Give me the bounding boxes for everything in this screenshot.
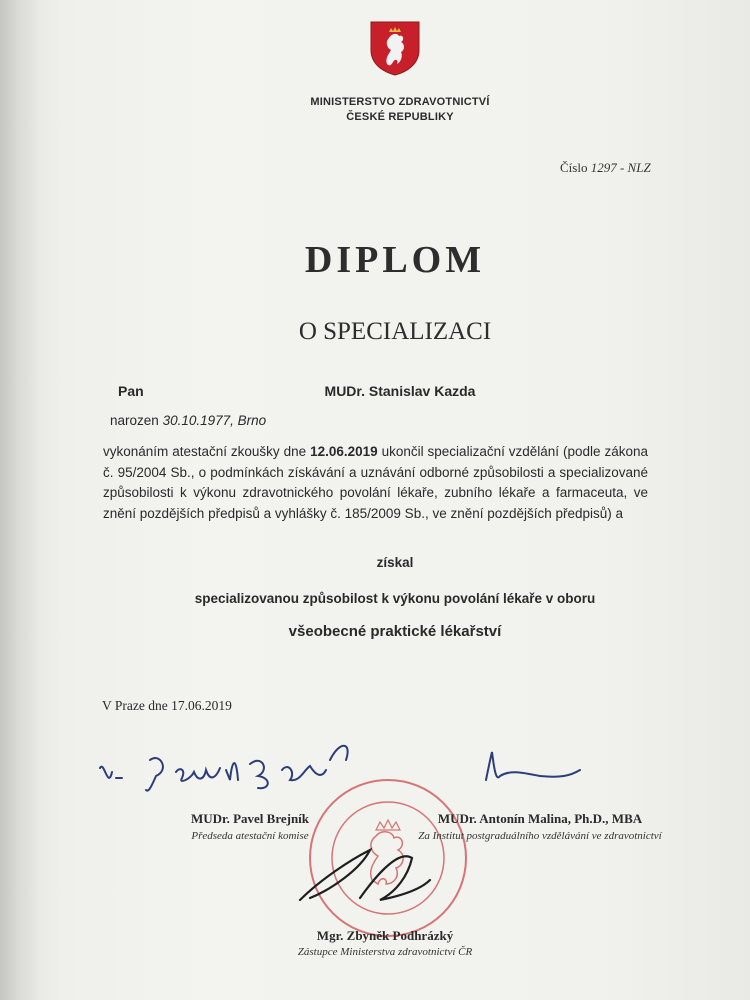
recipient-name: MUDr. Stanislav Kazda [324, 383, 476, 399]
signature-malina [486, 752, 580, 780]
signatory-2-name: MUDr. Antonín Malina, Ph.D., MBA [437, 811, 643, 826]
official-stamp [310, 780, 466, 936]
salutation: Pan [118, 383, 144, 399]
signatory-3-name: Mgr. Zbyněk Podhrázký [316, 928, 454, 943]
place-and-date: V Praze dne 17.06.2019 [102, 698, 232, 713]
signature-brejnik [100, 746, 348, 791]
signatory-3-role: Zástupce Ministerstva zdravotnictví ČR [297, 946, 473, 958]
specialization-field: všeobecné praktické lékařství [288, 623, 502, 640]
birth-label: narozen [110, 413, 159, 428]
diploma-title: DIPLOM [304, 239, 486, 281]
body-text-rest: (podle zákona č. 95/2004 Sb., o podmínkách získávání a uznávání odborné způsobilosti a specializované způsobilosti k výkonu zdravotnického povolání lékaře, zubního lékaře a farmaceuta, ve znění pozdějších předpisů a vyhlášky č. 185/2009 Sb., ve znění pozdějších předpisů) a [103, 444, 648, 521]
signatory-2-role: Za Institut postgraduálního vzdělávání ve zdravotnictví [418, 830, 662, 842]
exam-date: 12.06.2019 [310, 444, 378, 459]
specialization-line: specializovanou způsobilost k výkonu povolání lékaře v oboru [194, 591, 596, 606]
ministry-name-line1: MINISTERSTVO ZDRAVOTNICTVÍ [310, 96, 490, 108]
diploma-subtitle: O SPECIALIZACI [298, 318, 492, 345]
ministry-name-line2: ČESKÉ REPUBLIKY [346, 111, 454, 123]
body-line1-post: ukončil specializační vzdělání [381, 444, 560, 459]
document-number-label: Číslo [560, 160, 588, 175]
signatory-1-role: Předseda atestační komise [191, 830, 309, 842]
signature-podhrazky [300, 850, 430, 900]
birth-value: 30.10.1977, Brno [162, 413, 267, 428]
obtained-label: získal [376, 555, 414, 570]
document-number-value: 1297 - NLZ [590, 160, 651, 175]
signatory-1-name: MUDr. Pavel Brejník [190, 811, 310, 826]
body-line1-pre: vykonáním atestační zkoušky dne [103, 444, 307, 459]
